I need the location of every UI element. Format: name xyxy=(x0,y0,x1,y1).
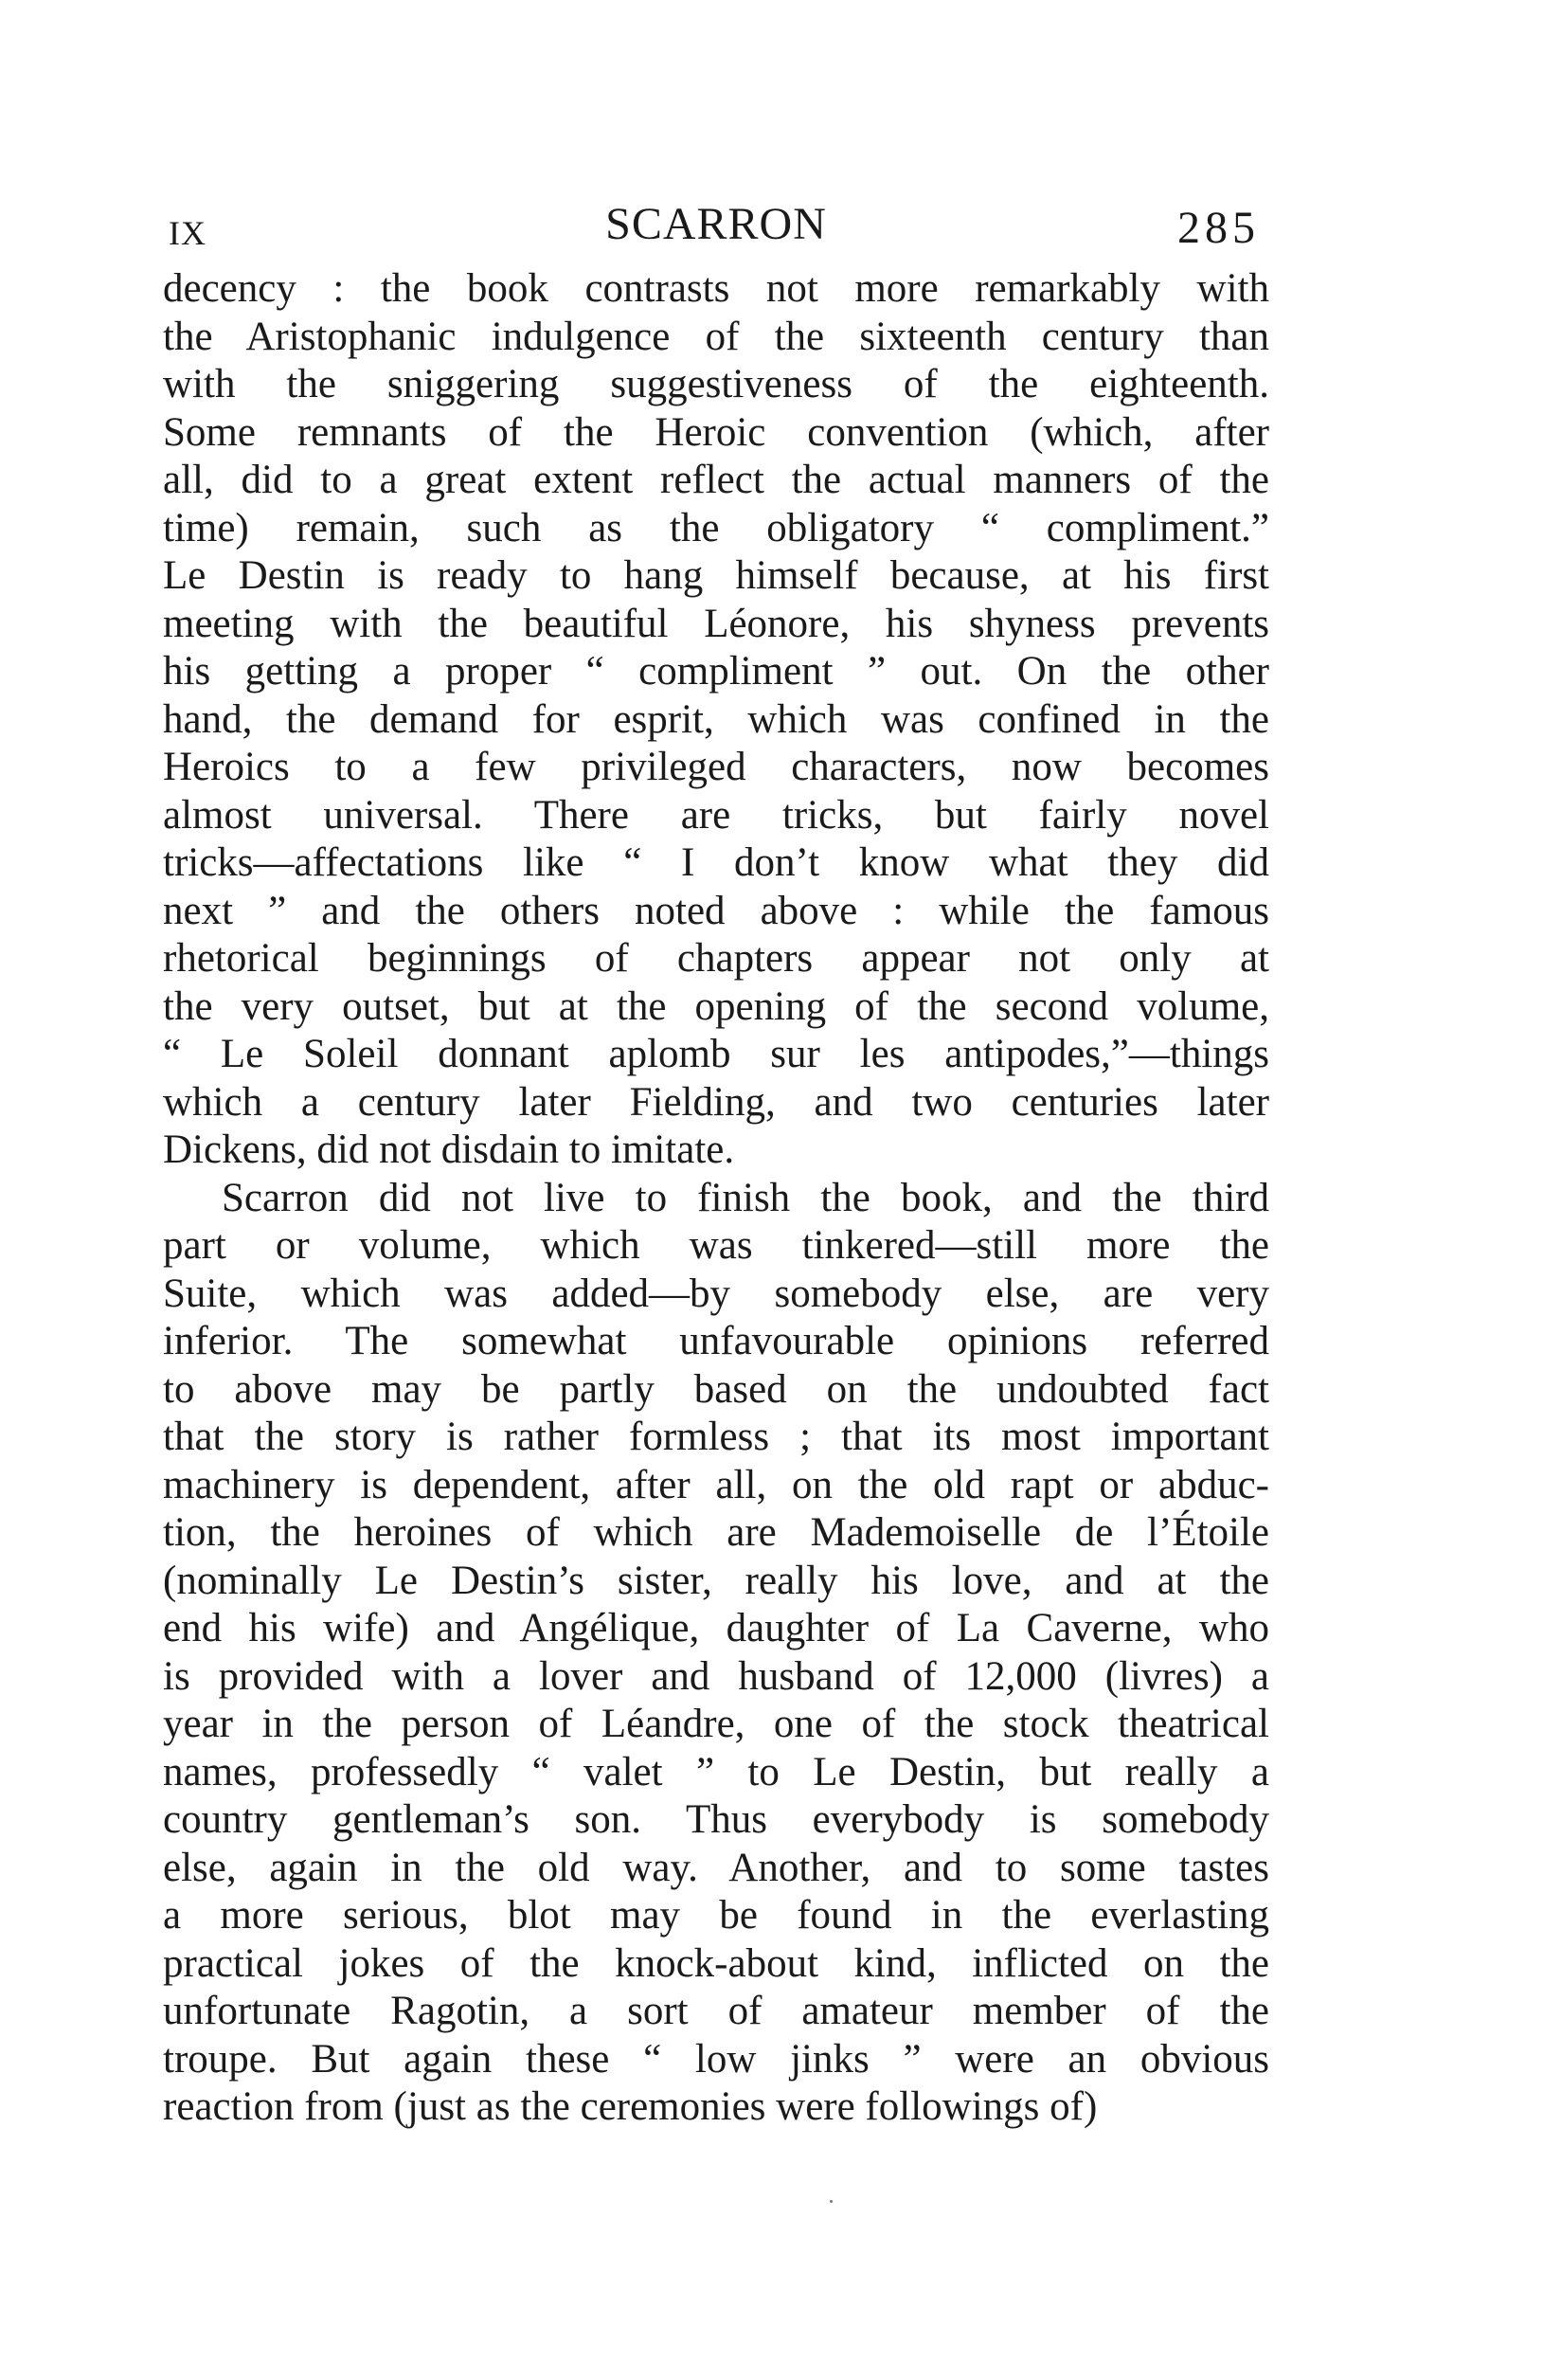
text-line: else, again in the old way. Another, and to some tastes xyxy=(163,1845,1269,1890)
text-line: to above may be partly based on the undoubted fact xyxy=(163,1366,1269,1412)
text-line: Some remnants of the Heroic convention (which, after xyxy=(163,409,1269,455)
text-line: end his wife) and Angélique, daughter of La Caverne, who xyxy=(163,1606,1269,1650)
text-line: is provided with a lover and husband of 12,000 (livres) a xyxy=(163,1653,1269,1699)
text-line: unfortunate Ragotin, a sort of amateur member of the xyxy=(163,1989,1269,2033)
text-line: hand, the demand for esprit, which was confined in the xyxy=(163,696,1269,742)
running-head xyxy=(163,194,1269,255)
text-line: part or volume, which was tinkered—still more the xyxy=(163,1223,1269,1268)
text-line: troupe. But again these “ low jinks ” were an obvious xyxy=(163,2036,1269,2082)
text-line: all, did to a great extent reflect the actual manners of the xyxy=(163,458,1269,502)
text-line: machinery is dependent, after all, on the old rapt or abduc- xyxy=(163,1462,1269,1507)
page-number: 285 xyxy=(1177,203,1260,253)
paragraph xyxy=(163,1175,1269,2132)
text-line: next ” and the others noted above : while the famous xyxy=(163,888,1269,933)
text-line: time) remain, such as the obligatory “ compliment.” xyxy=(163,505,1269,550)
text-line: his getting a proper “ compliment ” out. On the other xyxy=(163,649,1269,694)
text-line: decency : the book contrasts not more remarkably with xyxy=(163,266,1269,311)
text-line: “ Le Soleil donnant aplomb sur les antipodes,”—things xyxy=(163,1032,1269,1076)
text-line: which a century later Fielding, and two centuries later xyxy=(163,1079,1269,1125)
text-line: a more serious, blot may be found in the everlasting xyxy=(163,1893,1269,1938)
text-line: Le Destin is ready to hang himself because, at his first xyxy=(163,553,1269,598)
text-line: that the story is rather formless ; that its most important xyxy=(163,1415,1269,1459)
text-line: tricks—affectations like “ I don’t know what they did xyxy=(163,840,1269,885)
text-line: year in the person of Léandre, one of the stock theatrical xyxy=(163,1702,1269,1746)
paragraph xyxy=(163,265,1269,1175)
chapter-number: IX xyxy=(169,214,206,252)
text-line: (nominally Le Destin’s sister, really his love, and at the xyxy=(163,1558,1269,1603)
running-title: SCARRON xyxy=(605,199,827,249)
print-speck xyxy=(830,2200,833,2203)
text-line: Suite, which was added—by somebody else, are very xyxy=(163,1271,1269,1316)
text-line: almost universal. There are tricks, but fairly novel xyxy=(163,792,1269,838)
text-line: Scarron did not live to finish the book, and the third xyxy=(222,1175,1269,1220)
text-line: reaction from (just as the ceremonies were followings of) xyxy=(163,2084,1098,2129)
text-line: tion, the heroines of which are Mademoiselle de l’Étoile xyxy=(163,1510,1269,1555)
text-line: inferior. The somewhat unfavourable opinions referred xyxy=(163,1319,1269,1363)
text-line: practical jokes of the knock-about kind, inflicted on the xyxy=(163,1940,1269,1986)
text-line: names, professedly “ valet ” to Le Destin, but really a xyxy=(163,1749,1269,1794)
text-line: the Aristophanic indulgence of the sixteenth century than xyxy=(163,314,1269,359)
text-line: the very outset, but at the opening of the second volume, xyxy=(163,983,1269,1029)
body-text xyxy=(163,265,1269,2132)
text-line: Dickens, did not disdain to imitate. xyxy=(163,1127,735,1172)
text-line: country gentleman’s son. Thus everybody is somebody xyxy=(163,1797,1269,1842)
text-line: with the sniggering suggestiveness of the eighteenth. xyxy=(163,362,1269,406)
text-line: Heroics to a few privileged characters, now becomes xyxy=(163,745,1269,789)
text-line: meeting with the beautiful Léonore, his shyness prevents xyxy=(163,601,1269,646)
text-line: rhetorical beginnings of chapters appear not only at xyxy=(163,936,1269,981)
